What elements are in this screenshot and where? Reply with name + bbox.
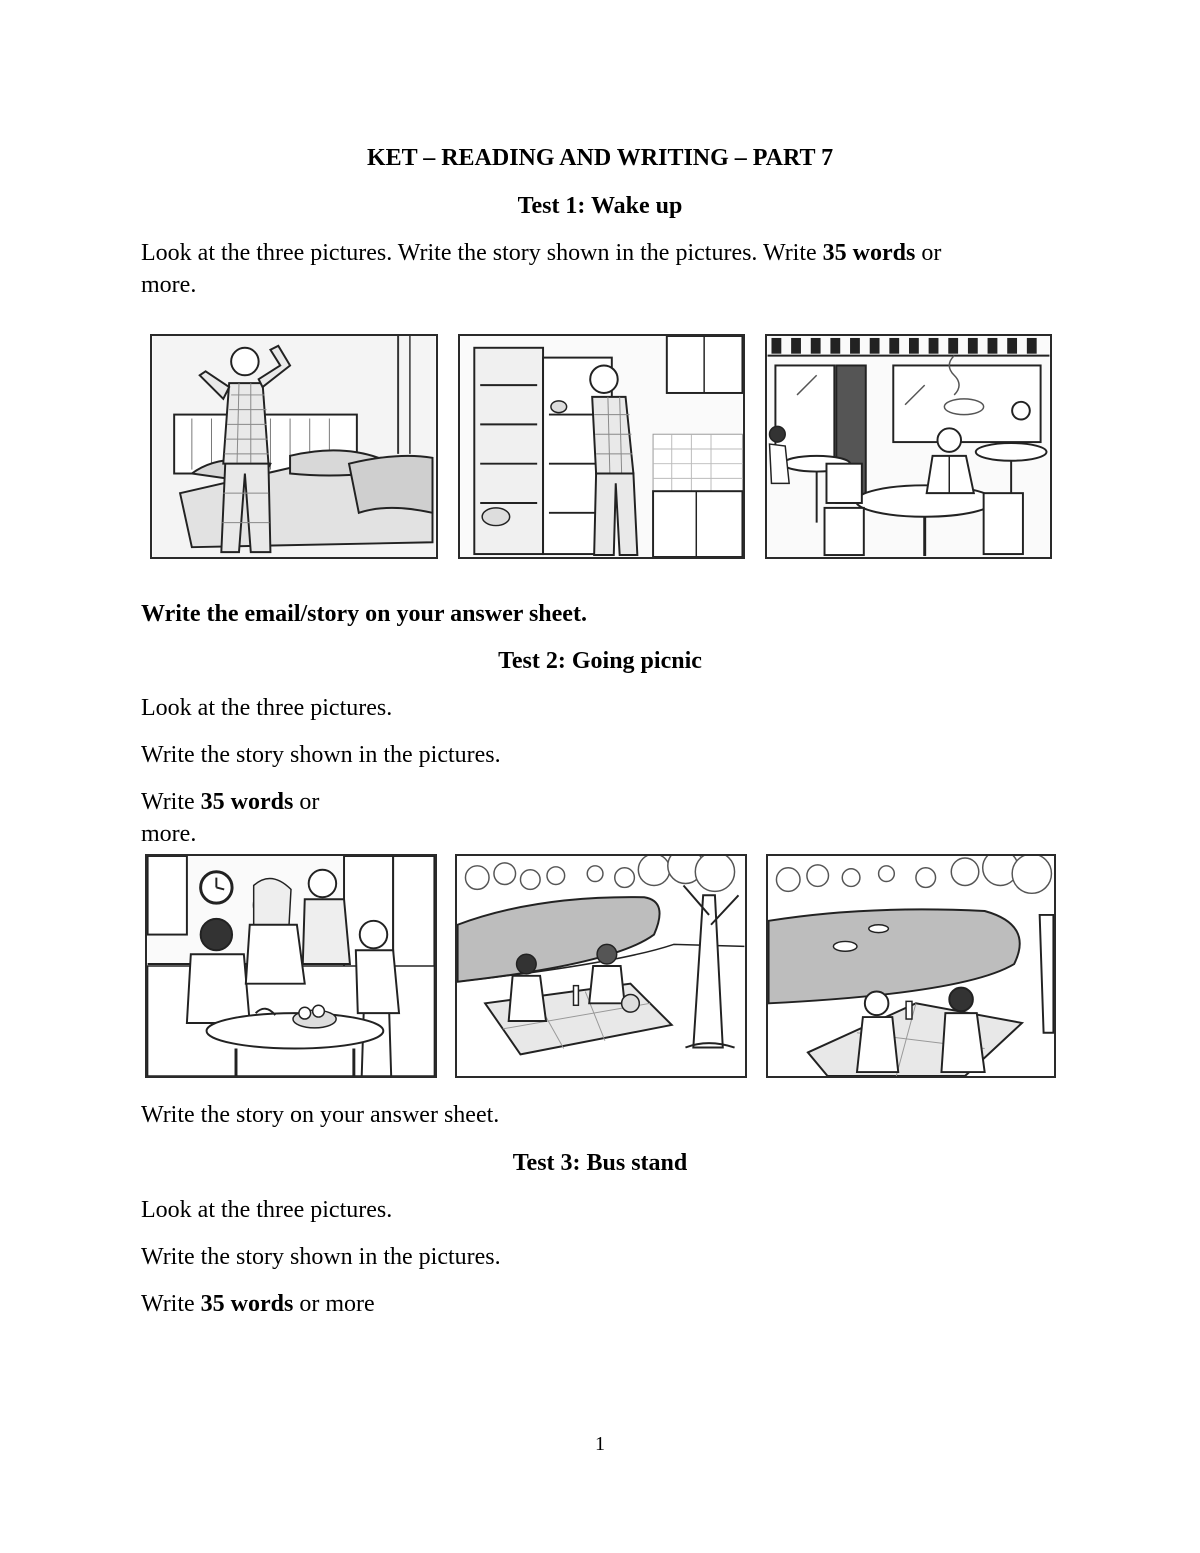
- test3-line3: Write 35 words or more: [141, 1291, 375, 1317]
- test3-line2: Write the story shown in the pictures.: [141, 1244, 501, 1270]
- test2-closing: Write the story on your answer sheet.: [141, 1102, 500, 1128]
- test2-picture-picnic: [455, 854, 747, 1078]
- couple-at-lake-illustration: [768, 856, 1054, 1076]
- page-number: 1: [595, 1433, 605, 1455]
- test1-picture-bedroom: [150, 334, 438, 559]
- test1-heading: Test 1: Wake up: [517, 193, 683, 219]
- test2-line2: Write the story shown in the pictures.: [141, 742, 501, 768]
- test3-line1: Look at the three pictures.: [141, 1197, 393, 1223]
- test2-line3: Write 35 words or: [141, 789, 320, 815]
- test1-instruction: Look at the three pictures. Write the story shown in the pictures. Write 35 words or: [141, 240, 942, 266]
- test1-instruction-line2: more.: [141, 272, 197, 298]
- test1-picture-fridge: [458, 334, 745, 559]
- test2-picture-kitchen: [145, 854, 437, 1078]
- test1-picture-cafe: [765, 334, 1052, 559]
- test2-line4: more.: [141, 821, 197, 847]
- man-at-fridge-illustration: [460, 336, 743, 557]
- family-picnic-illustration: [457, 856, 745, 1076]
- test2-line1: Look at the three pictures.: [141, 695, 393, 721]
- man-in-cafe-illustration: [767, 336, 1050, 557]
- document-title: KET – READING AND WRITING – PART 7: [366, 145, 834, 171]
- test2-heading: Test 2: Going picnic: [498, 648, 702, 674]
- test1-closing: Write the email/story on your answer sheet.: [141, 601, 587, 627]
- family-kitchen-illustration: [147, 856, 435, 1076]
- test3-heading: Test 3: Bus stand: [512, 1150, 688, 1176]
- test2-picture-lake: [766, 854, 1056, 1078]
- man-waking-up-illustration: [152, 336, 436, 557]
